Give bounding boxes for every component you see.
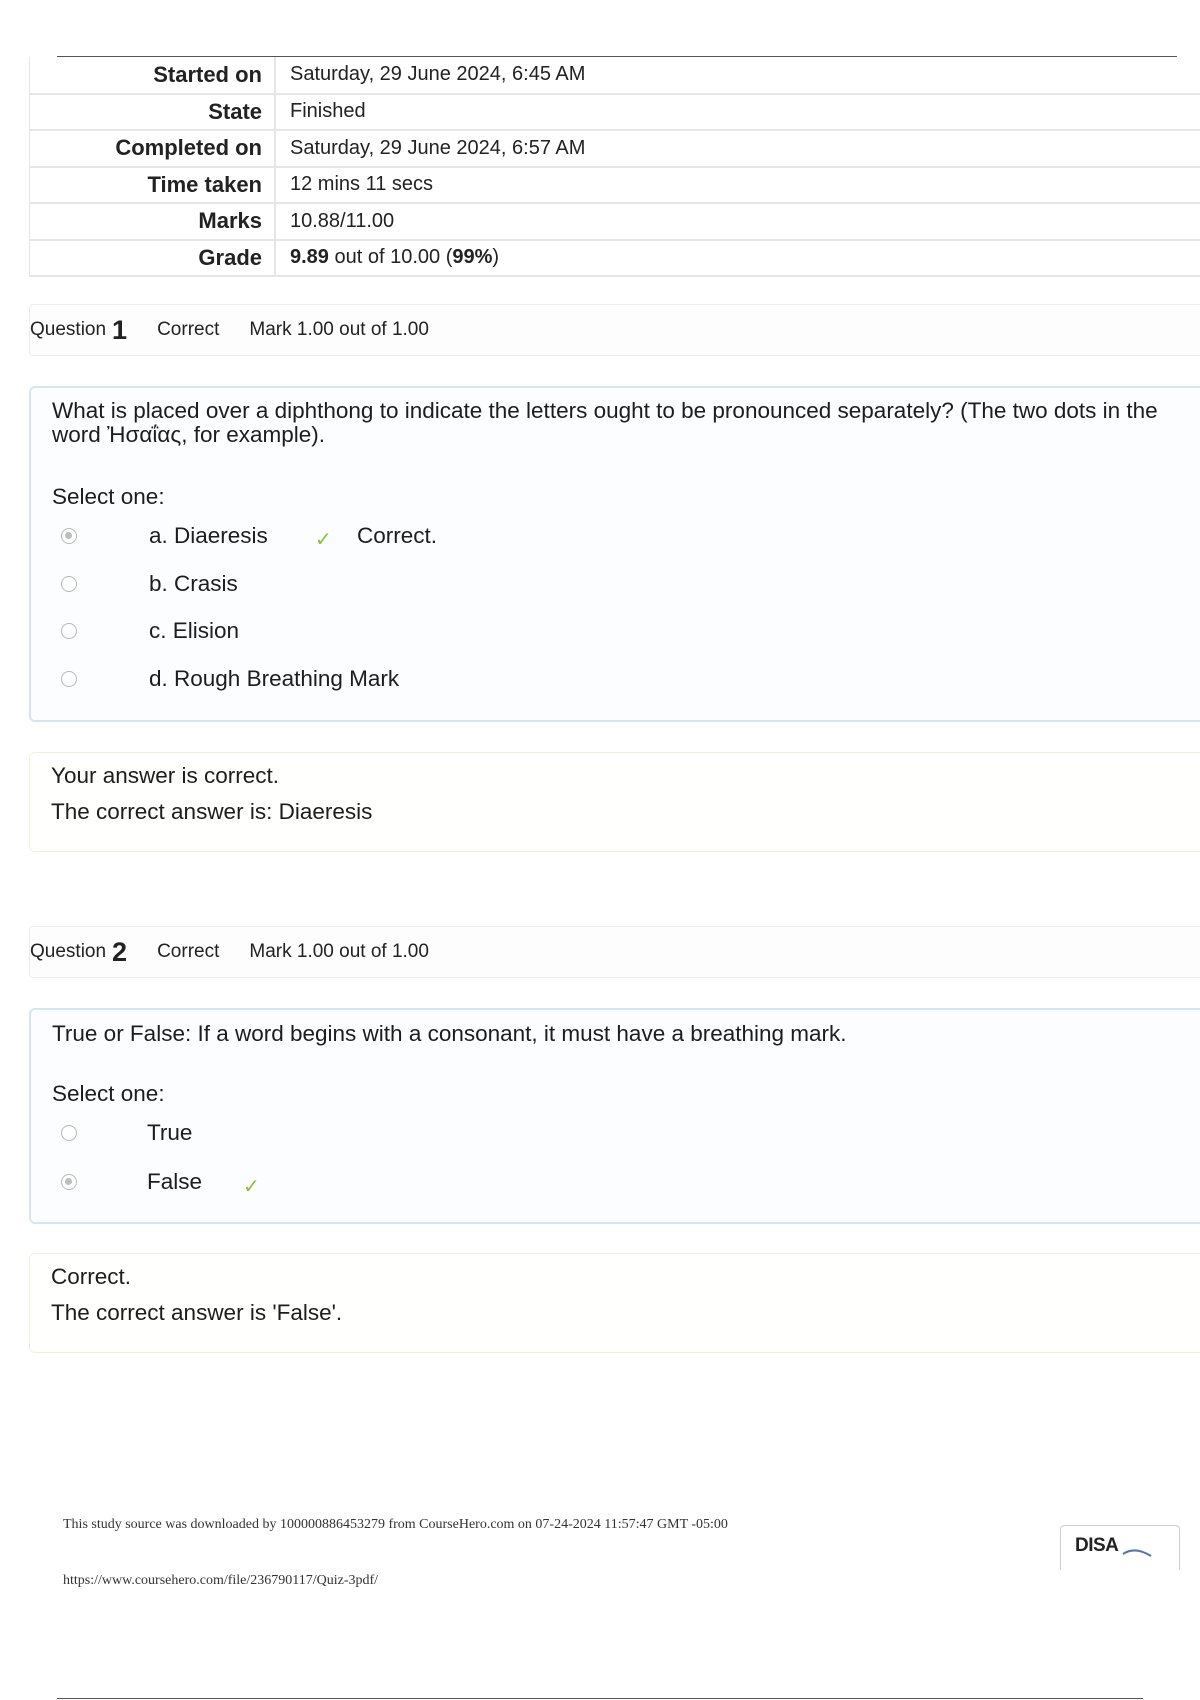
question-word: Question xyxy=(30,941,107,962)
summary-value: 12 mins 11 secs xyxy=(275,167,1200,204)
question-state: Correct xyxy=(157,319,220,340)
answer-option-label: c. Elision xyxy=(149,618,240,643)
grade-percent: 99% xyxy=(452,246,493,269)
radio-button[interactable] xyxy=(61,1174,77,1190)
question-grade: Mark 1.00 out of 1.00 xyxy=(249,319,429,340)
footer-source-line: This study source was downloaded by 100000886453279 from CourseHero.com on 07-24-2024 11:57:47 GMT -05:00 xyxy=(63,1517,728,1532)
question-content-1 xyxy=(29,386,1200,722)
question-word: Question xyxy=(30,319,107,340)
answer-option-label: d. Rough Breathing Mark xyxy=(149,666,400,691)
summary-label: Grade xyxy=(30,240,276,277)
summary-value xyxy=(275,240,1200,277)
logo-text: DISA xyxy=(1075,1535,1119,1556)
grade-score: 9.89 xyxy=(290,246,329,269)
question-feedback-2 xyxy=(29,1253,1200,1353)
summary-row-grade xyxy=(30,240,1200,277)
check-icon: ✓ xyxy=(243,1176,260,1198)
summary-row-time-taken xyxy=(30,167,1200,204)
answer-option-true[interactable] xyxy=(61,1118,1161,1148)
feedback-line: Your answer is correct. xyxy=(51,763,280,788)
summary-label: State xyxy=(30,94,276,131)
summary-label: Started on xyxy=(30,57,276,94)
summary-row-marks xyxy=(30,203,1200,240)
logo-badge xyxy=(1060,1525,1180,1570)
grade-out-of: out of 10.00 ( xyxy=(328,246,453,269)
summary-row-completed xyxy=(30,130,1200,167)
radio-button[interactable] xyxy=(61,623,77,639)
bottom-rule xyxy=(57,1698,1143,1699)
grade-close: ) xyxy=(492,246,500,269)
summary-row-started xyxy=(30,57,1200,94)
question-content-2 xyxy=(29,1008,1200,1224)
answer-option-c[interactable] xyxy=(61,616,1161,646)
question-text: What is placed over a diphthong to indicate the letters ought to be pronounced separately? (The two dots in the word Ἠσαΐας, for example). xyxy=(52,398,1158,447)
question-number: 2 xyxy=(112,936,128,967)
answer-option-label: a. Diaeresis xyxy=(149,523,268,548)
answer-option-false[interactable] xyxy=(61,1167,1161,1197)
summary-label: Marks xyxy=(30,203,276,240)
summary-label: Completed on xyxy=(30,130,276,167)
select-one-prompt: Select one: xyxy=(52,1081,165,1106)
footer-url[interactable]: https://www.coursehero.com/file/236790117/Quiz-3pdf/ xyxy=(63,1573,379,1588)
logo-swoosh-icon xyxy=(1121,1540,1153,1560)
question-state: Correct xyxy=(157,941,220,962)
question-text: True or False: If a word begins with a consonant, it must have a breathing mark. xyxy=(52,1021,847,1046)
answer-option-d[interactable] xyxy=(61,664,1161,694)
radio-button[interactable] xyxy=(61,528,77,544)
answer-option-label: True xyxy=(147,1120,193,1145)
option-feedback: Correct. xyxy=(357,523,438,548)
answer-option-label: False xyxy=(147,1169,203,1194)
question-grade: Mark 1.00 out of 1.00 xyxy=(249,941,429,962)
answer-option-b[interactable] xyxy=(61,569,1161,599)
radio-button[interactable] xyxy=(61,1125,77,1141)
select-one-prompt: Select one: xyxy=(52,484,165,509)
attempt-summary-table xyxy=(29,57,1200,277)
radio-button[interactable] xyxy=(61,576,77,592)
question-info-2 xyxy=(29,926,1200,978)
answer-option-a[interactable] xyxy=(61,521,1161,551)
summary-value: Finished xyxy=(275,94,1200,131)
summary-row-state xyxy=(30,94,1200,131)
summary-value: Saturday, 29 June 2024, 6:57 AM xyxy=(275,130,1200,167)
summary-value: Saturday, 29 June 2024, 6:45 AM xyxy=(275,57,1200,94)
question-feedback-1 xyxy=(29,752,1200,852)
summary-label: Time taken xyxy=(30,167,276,204)
correct-answer-line: The correct answer is: Diaeresis xyxy=(51,799,373,824)
check-icon: ✓ xyxy=(315,529,332,551)
answer-option-label: b. Crasis xyxy=(149,571,238,596)
question-info-1 xyxy=(29,304,1200,356)
correct-answer-line: The correct answer is 'False'. xyxy=(51,1300,343,1325)
question-number: 1 xyxy=(112,314,128,345)
feedback-line: Correct. xyxy=(51,1264,132,1289)
summary-value: 10.88/11.00 xyxy=(275,203,1200,240)
radio-button[interactable] xyxy=(61,671,77,687)
